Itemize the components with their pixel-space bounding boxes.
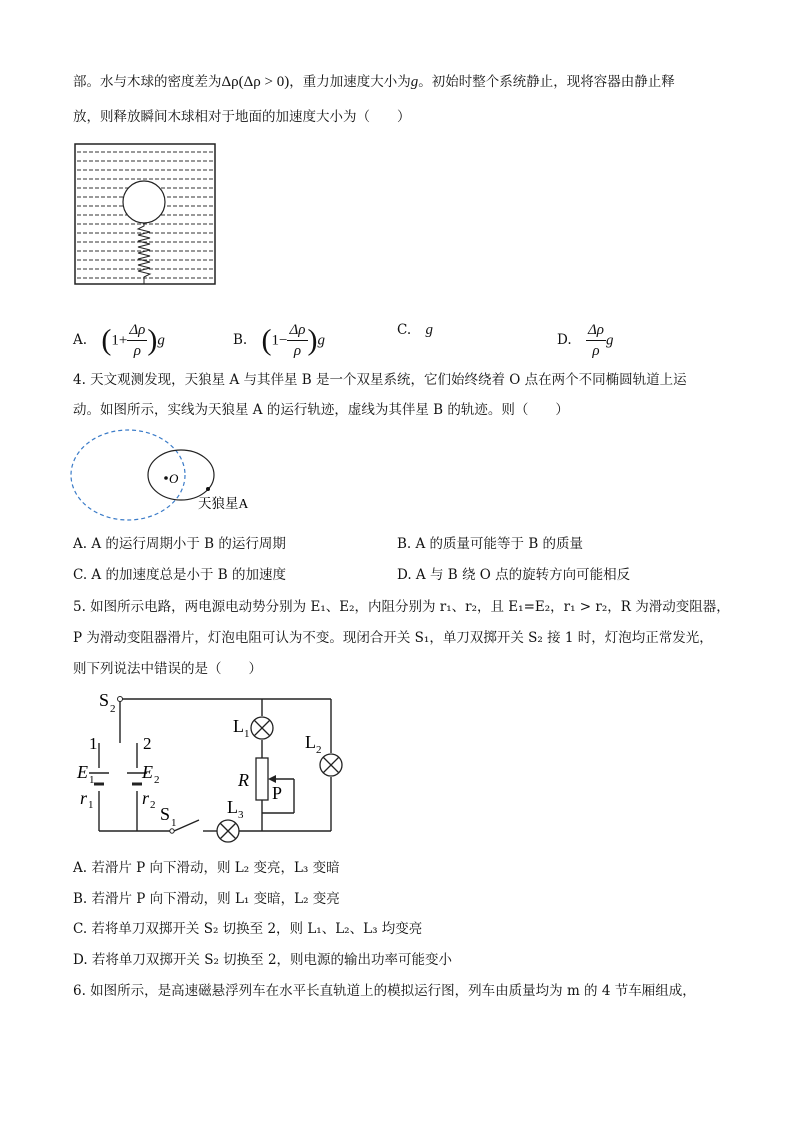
label-pos-2: 2 (143, 734, 152, 753)
fraction-numerator: Δρ (586, 320, 606, 341)
q3-option-a[interactable] (73, 320, 165, 361)
q4-option-b[interactable]: B. A 的质量可能等于 B 的质量 (397, 536, 584, 552)
rheostat-r (256, 758, 268, 800)
q5-option-d[interactable]: D. 若将单刀双掷开关 S₂ 切换至 2，则电源的输出功率可能变小 (73, 952, 453, 968)
lamp-l2 (320, 754, 342, 776)
q4-line-2: 动。如图所示，实线为天狼星 A 的运行轨迹，虚线为其伴星 B 的轨迹。则（ ） (73, 402, 569, 418)
label-e1-sub: 1 (89, 774, 95, 786)
q3-text-c: 。初始时整个系统静止，现将容器由静止释 (418, 74, 675, 90)
label-s1-sub: 1 (171, 817, 177, 829)
label-pos-1: 1 (89, 734, 98, 753)
q6-line-1: 6. 如图所示，是高速磁悬浮列车在水平长直轨道上的模拟运行图，列车由质量均为 m 的 4 节车厢组成， (73, 983, 696, 999)
expr-g: g (605, 332, 614, 349)
lamp-l3 (217, 820, 239, 842)
fraction-denominator: ρ (133, 343, 141, 359)
label-e1: E (77, 762, 88, 782)
center-point-o (164, 476, 168, 480)
label-l3: L (227, 797, 238, 817)
fraction-numerator: Δρ (127, 320, 147, 341)
label-r1-sub: 1 (88, 799, 94, 811)
q3-text-a: 部。水与木球的密度差为 (73, 74, 222, 90)
label-r1: r (80, 788, 88, 808)
label-s1: S (160, 804, 171, 824)
q3-g-symbol: g (410, 74, 419, 90)
q3-line-2: 放，则释放瞬间木球相对于地面的加速度大小为（ ） (73, 109, 411, 125)
q3-option-b-expr: (1− $\frac{\Delta\rho}{\rho}$ )g (261, 322, 325, 359)
option-letter: A. (73, 332, 88, 348)
label-p: P (272, 783, 283, 803)
label-r2-sub: 2 (150, 799, 156, 811)
expr-prefix: 1+ (111, 332, 128, 349)
q3-option-d-expr (586, 320, 614, 361)
q3-option-c[interactable] (397, 320, 433, 340)
label-o: O (169, 471, 179, 486)
orbit-b-dashed (71, 430, 185, 520)
container-figure (74, 143, 220, 289)
option-letter: C. (397, 322, 412, 338)
expr-prefix: 1− (271, 332, 288, 349)
label-l2-sub: 2 (316, 744, 322, 756)
q3-option-a-expr: (1+ $\frac{\Delta\rho}{\rho}$ )g (101, 322, 165, 359)
label-l1: L (233, 716, 244, 736)
lamp-l1 (251, 717, 273, 739)
q4-option-a[interactable]: A. A 的运行周期小于 B 的运行周期 (73, 536, 286, 552)
fraction (586, 320, 606, 361)
label-l1-sub: 1 (244, 728, 250, 740)
label-s2-sub: 2 (110, 703, 116, 715)
q3-option-d[interactable] (557, 320, 613, 361)
q4-option-d[interactable]: D. A 与 B 绕 O 点的旋转方向可能相反 (397, 567, 631, 583)
wooden-ball (123, 181, 165, 223)
label-l2: L (305, 732, 316, 752)
q3-density-expr: Δρ(Δρ > 0) (221, 74, 290, 90)
q4-option-c[interactable]: C. A 的加速度总是小于 B 的加速度 (73, 567, 286, 583)
option-letter: B. (233, 332, 248, 348)
expr-g: g (317, 332, 325, 349)
fraction-denominator: ρ (293, 343, 302, 359)
q4-line-1: 4. 天文观测发现，天狼星 A 与其伴星 B 是一个双星系统，它们始终绕着 O 点在两个不同椭圆轨道上运 (73, 372, 687, 388)
q5-option-a[interactable]: A. 若滑片 P 向下滑动，则 L₂ 变亮，L₃ 变暗 (73, 860, 340, 876)
q3-option-b[interactable] (233, 320, 325, 361)
label-e2-sub: 2 (154, 774, 160, 786)
q5-line-2: P 为滑动变阻器滑片，灯泡电阻可认为不变。现闭合开关 S₁，单刀双掷开关 S₂ 接 1 时，灯泡均正常发光， (73, 630, 713, 646)
circuit-diagram (75, 688, 350, 843)
label-sirius-a: 天狼星A (198, 496, 249, 511)
option-letter: D. (557, 332, 572, 348)
label-l3-sub: 3 (238, 809, 244, 821)
q3-line-1 (73, 72, 675, 92)
slider-arrow (268, 775, 276, 783)
orbit-figure (70, 428, 270, 528)
q3-text-b: ，重力加速度大小为 (289, 74, 411, 90)
fraction-numerator: Δρ (287, 320, 307, 341)
q5-line-1: 5. 如图所示电路，两电源电动势分别为 E₁、E₂，内阻分别为 r₁、r₂，且 E₁=E₂，r₁ > r₂，R 为滑动变阻器， (73, 599, 730, 615)
expr-g: g (425, 322, 433, 338)
sirius-a-point (206, 487, 210, 491)
q5-line-3: 则下列说法中错误的是（ ） (73, 661, 262, 677)
fraction (287, 320, 307, 361)
label-e2: E (142, 762, 153, 782)
label-r2: r (142, 788, 150, 808)
fraction-denominator: ρ (592, 343, 600, 359)
fraction (127, 320, 147, 361)
label-s2: S (99, 690, 110, 710)
q5-option-c[interactable]: C. 若将单刀双掷开关 S₂ 切换至 2，则 L₁、L₂、L₃ 均变亮 (73, 921, 423, 937)
q5-option-b[interactable]: B. 若滑片 P 向下滑动，则 L₁ 变暗，L₂ 变亮 (73, 891, 340, 907)
expr-g: g (157, 332, 165, 349)
label-r: R (238, 770, 249, 790)
